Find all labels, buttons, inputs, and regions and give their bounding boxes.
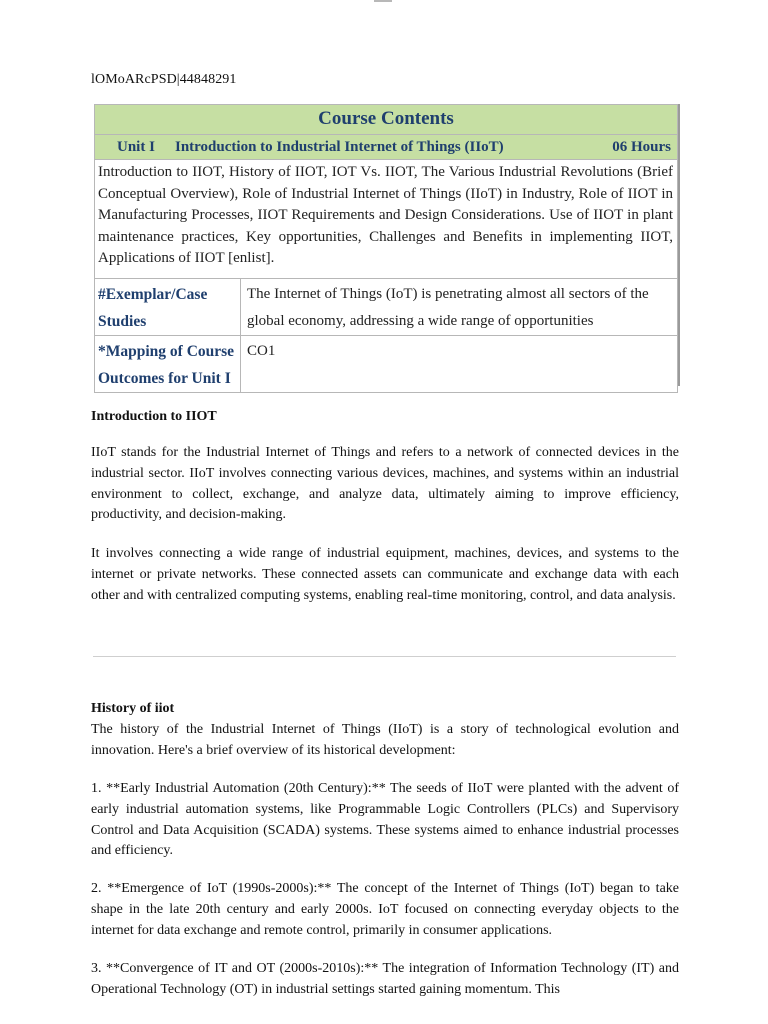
course-contents-table (94, 104, 678, 393)
exemplar-label: #Exemplar/Case Studies (95, 279, 241, 336)
unit-hours: 06 Hours (612, 139, 671, 155)
unit-label: Unit I (117, 139, 155, 155)
history-item-2: 2. **Emergence of IoT (1990s-2000s):** The concept of the Internet of Things (IoT) began to take shape in the late 20th century and early 2000s. IoT focused on connecting everyday objects to the internet for data exchange and remote control, primarily in consumer applications. (91, 881, 679, 938)
page-top-mark (374, 0, 392, 2)
course-table-title-row (95, 105, 678, 135)
table-right-edge (678, 104, 680, 386)
mapping-label: *Mapping of Course Outcomes for Unit I (95, 336, 241, 393)
intro-paragraph-1: IIoT stands for the Industrial Internet of Things and refers to a network of connected devices in the industrial sector. IIoT involves connecting various devices, machines, and systems within an industrial environment to collect, exchange, and analyze data, ultimately aiming to improve efficiency, productivity, and decision-making. (91, 445, 679, 523)
unit-header-cell (95, 135, 678, 160)
mapping-value: CO1 (241, 336, 678, 393)
course-table-title: Course Contents (95, 105, 678, 135)
unit-title: Introduction to Industrial Internet of Things (IIoT) (175, 139, 504, 155)
course-table-description-row (95, 160, 678, 279)
intro-heading: Introduction to IIOT (91, 409, 217, 424)
section-divider (93, 656, 676, 657)
course-table-mapping-row (95, 336, 678, 393)
unit-description: Introduction to IIOT, History of IIOT, IOT Vs. IIOT, The Various Industrial Revolutions (Brief Conceptual Overview), Role of Industrial Internet of Things (IIoT) in Industry, Role of IIOT in Manufacturing Processes, IIOT Requirements and Design Considerations. Use of IIOT in plant maintenance practices, Key opportunities, Challenges and Benefits in implementing IIOT, Applications of IIOT [enlist]. (95, 160, 678, 279)
document-id: lOMoARcPSD|44848291 (91, 72, 237, 87)
history-heading: History of iiot (91, 701, 175, 716)
course-table-unit-row (95, 135, 678, 160)
history-item-1: 1. **Early Industrial Automation (20th Century):** The seeds of IIoT were planted with the advent of early industrial automation systems, like Programmable Logic Controllers (PLCs) and Supervisory Control and Data Acquisition (SCADA) systems. These systems aimed to enhance industrial processes and efficiency. (91, 781, 679, 859)
history-item-3: 3. **Convergence of IT and OT (2000s-2010s):** The integration of Information Technology (IT) and Operational Technology (OT) in industrial settings started gaining momentum. This (91, 961, 679, 997)
history-intro: The history of the Industrial Internet of Things (IIoT) is a story of technological evolution and innovation. Here's a brief overview of its historical development: (91, 722, 679, 758)
course-table-exemplar-row (95, 279, 678, 336)
intro-paragraph-2: It involves connecting a wide range of industrial equipment, machines, devices, and systems to the internet or private networks. These connected assets can communicate and exchange data with each other and with centralized computing systems, enabling real-time monitoring, control, and data analysis. (91, 546, 679, 603)
exemplar-value: The Internet of Things (IoT) is penetrating almost all sectors of the global economy, addressing a wide range of opportunities (241, 279, 678, 336)
